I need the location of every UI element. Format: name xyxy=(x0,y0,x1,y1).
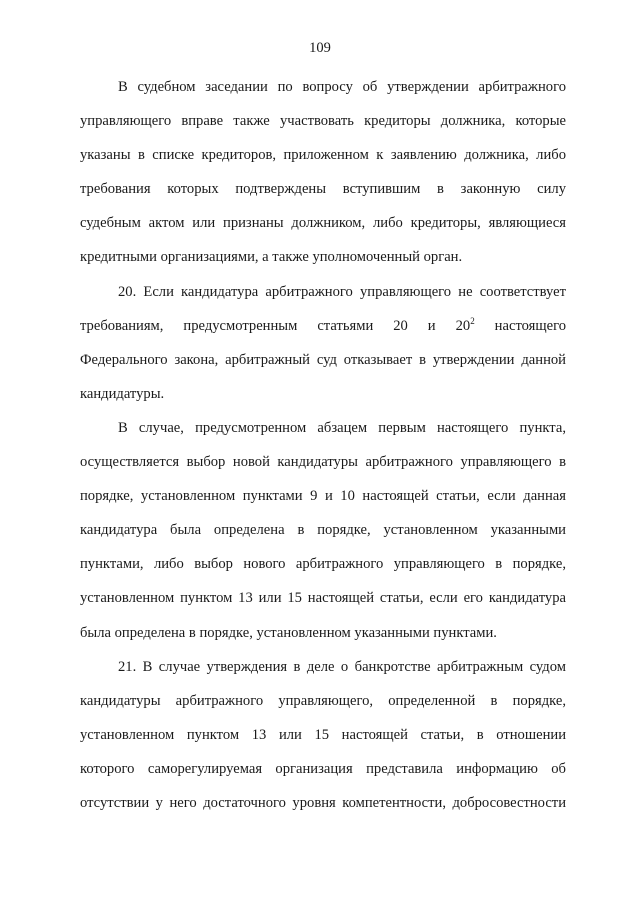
text-line: отсутствии у него достаточного уровня компетентности, добросовестности xyxy=(80,794,566,811)
paragraph-item-20 xyxy=(80,275,566,411)
page-number: 109 xyxy=(309,40,331,56)
text-line: В судебном заседании по вопросу об утверждении арбитражного xyxy=(118,79,566,95)
text-line: требования которых подтверждены вступившим в законную силу xyxy=(80,181,566,198)
text-line: В случае, предусмотренном абзацем первым настоящего пункта, xyxy=(118,419,566,436)
text-line: кредитными организациями, а также уполномоченный орган. xyxy=(80,249,463,266)
text-line: 20. Если кандидатура арбитражного управляющего не соответствует xyxy=(118,283,566,300)
text-line: пунктами, либо выбор нового арбитражного управляющего в порядке, xyxy=(80,556,566,573)
text-line: которого саморегулируемая организация представила информацию об xyxy=(80,760,566,777)
text-line: установленном пунктом 13 или 15 настоящей статьи, если его кандидатура xyxy=(80,590,566,607)
text-line: Федерального закона, арбитражный суд отказывает в утверждении данной xyxy=(80,351,566,368)
text-line: указаны в списке кредиторов, приложенном к заявлению должника, либо xyxy=(80,147,566,164)
text-line: 21. В случае утверждения в деле о банкротстве арбитражным судом xyxy=(118,658,566,675)
text-line: управляющего вправе также участвовать кредиторы должника, которые xyxy=(80,113,566,130)
text-line: была определена в порядке, установленном указанными пунктами. xyxy=(80,624,497,641)
paragraph-item-21 xyxy=(80,650,566,820)
text-line: кандидатура была определена в порядке, установленном указанными xyxy=(80,522,566,539)
text-line-with-superscript xyxy=(80,309,566,343)
text-fragment: настоящего xyxy=(474,317,567,334)
text-fragment: требованиям, предусмотренным статьями 20 и 20 xyxy=(80,317,471,334)
document-body xyxy=(80,70,566,820)
text-line: судебным актом или признаны должником, либо кредиторы, являющиеся xyxy=(80,215,566,232)
superscript: 2 xyxy=(470,315,475,326)
text-line: кандидатуры. xyxy=(80,385,165,402)
paragraph-new-candidate xyxy=(80,411,566,650)
text-line: порядке, установленном пунктами 9 и 10 настоящей статьи, если данная xyxy=(80,488,566,505)
text-line: осуществляется выбор новой кандидатуры арбитражного управляющего в xyxy=(80,454,566,471)
text-line: установленном пунктом 13 или 15 настоящей статьи, в отношении xyxy=(80,726,566,743)
paragraph-court-hearing xyxy=(80,70,566,275)
text-line: кандидатуры арбитражного управляющего, определенной в порядке, xyxy=(80,692,566,709)
